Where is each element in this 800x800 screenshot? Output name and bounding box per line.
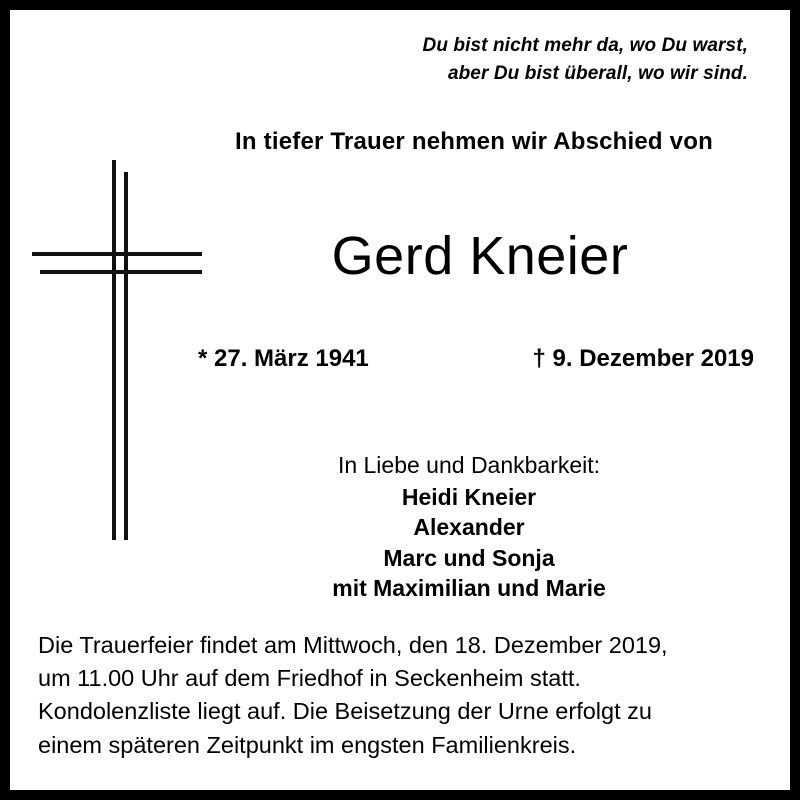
service-line-3: Kondolenzliste liegt auf. Die Beisetzung der Urne erfolgt zu (38, 698, 652, 725)
family-block (190, 450, 748, 604)
cross-horizontal-outer (32, 252, 202, 256)
motto-line-1: Du bist nicht mehr da, wo Du warst, (422, 35, 748, 56)
service-details (38, 629, 766, 762)
service-line-4: einem späteren Zeitpunkt im engsten Familienkreis. (38, 731, 577, 758)
notice-inner (10, 10, 790, 790)
family-member: Heidi Kneier (401, 483, 537, 510)
service-line-1: Die Trauerfeier findet am Mittwoch, den 18. Dezember 2019, (38, 631, 668, 658)
cross-vertical-outer (112, 160, 116, 540)
motto-verse (10, 32, 748, 87)
motto-line-2: aber Du bist überall, wo wir sind. (447, 62, 748, 84)
family-member: Marc und Sonja (383, 544, 555, 571)
death-date: † 9. Dezember 2019 (532, 345, 754, 372)
deceased-name: Gerd Kneier (331, 226, 629, 286)
family-member: mit Maximilian und Marie (332, 575, 606, 602)
cross-horizontal-inner (40, 270, 202, 274)
cross-icon (32, 160, 212, 550)
lead-text: In tiefer Trauer nehmen wir Abschied von (235, 128, 713, 155)
family-intro: In Liebe und Dankbarkeit: (337, 452, 601, 478)
life-dates (198, 345, 760, 373)
birth-date: * 27. März 1941 (198, 345, 369, 372)
service-line-2: um 11.00 Uhr auf dem Friedhof in Seckenheim statt. (38, 664, 581, 691)
cross-vertical-inner (124, 172, 128, 540)
family-member: Alexander (413, 514, 525, 541)
